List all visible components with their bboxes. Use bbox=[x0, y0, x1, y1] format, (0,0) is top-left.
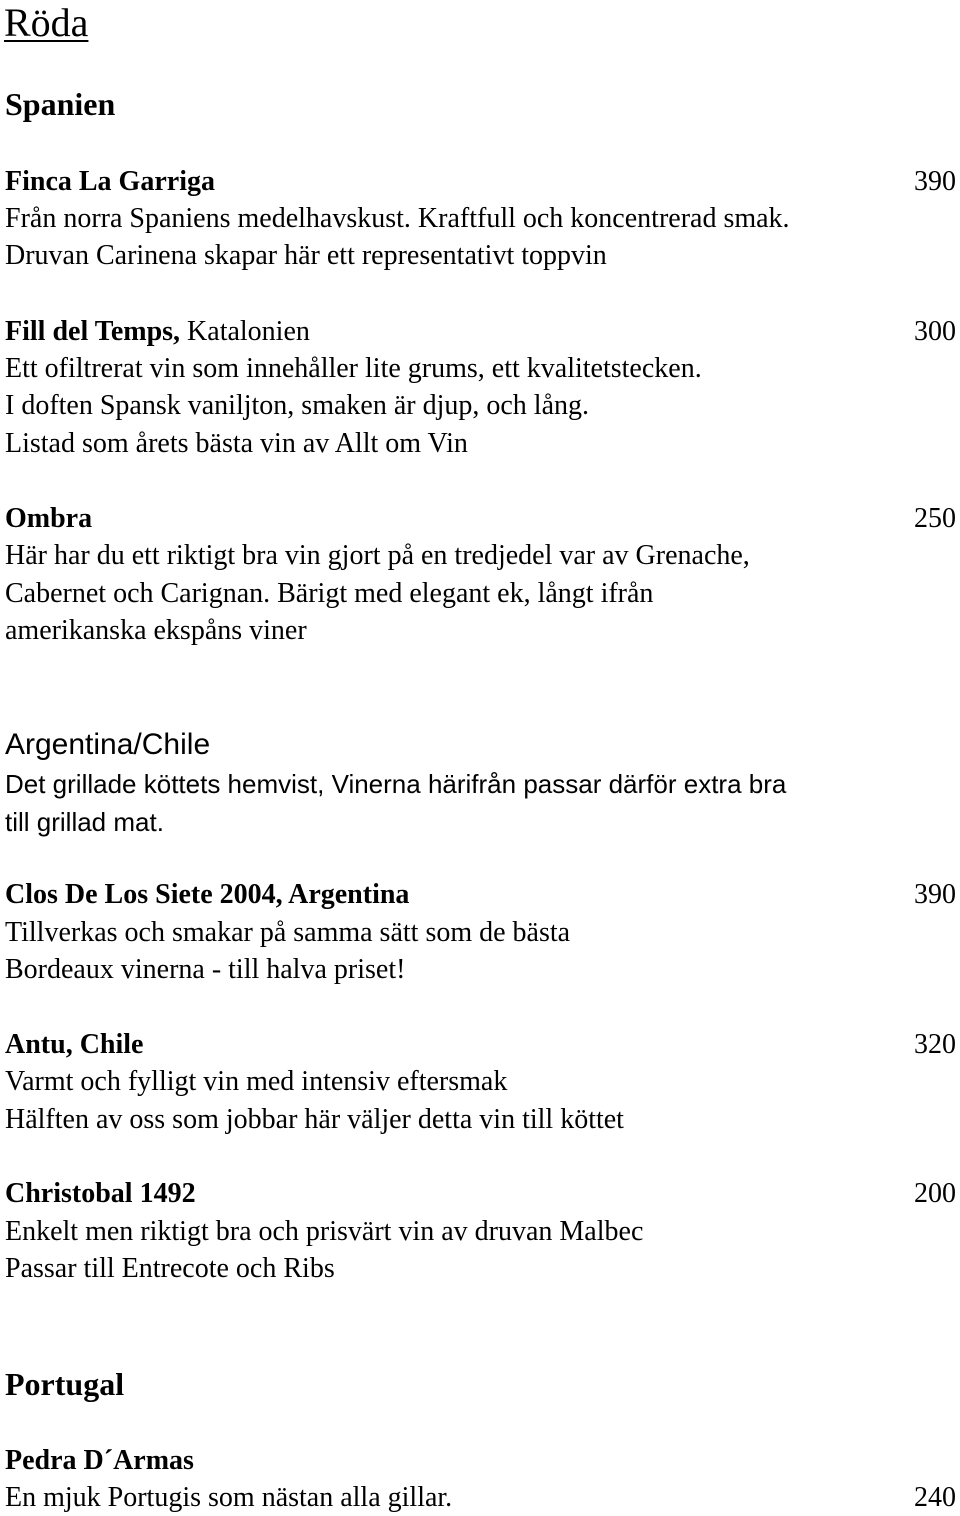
wine-price: 250 bbox=[914, 503, 956, 534]
wine-region: Katalonien bbox=[180, 316, 310, 347]
wine-name: Pedra D´Armas bbox=[5, 1445, 194, 1476]
wine-name: Ombra bbox=[5, 503, 93, 534]
wine-name: Clos De Los Siete 2004, Argentina bbox=[5, 879, 410, 910]
wine-price: 320 bbox=[914, 1029, 956, 1060]
wine-description-line: amerikanska ekspåns viner bbox=[5, 615, 307, 646]
wine-description-line: Druvan Carinena skapar här ett representativt toppvin bbox=[5, 240, 607, 271]
page-title: Röda bbox=[4, 0, 89, 45]
wine-price: 300 bbox=[914, 316, 956, 347]
wine-description-line: Listad som årets bästa vin av Allt om Vin bbox=[5, 428, 468, 459]
section-heading-argentina-chile: Argentina/Chile bbox=[5, 728, 211, 761]
wine-description-line: I doften Spansk vaniljton, smaken är djup, och lång. bbox=[5, 390, 589, 421]
wine-price: 390 bbox=[914, 879, 956, 910]
wine-name-row bbox=[5, 316, 310, 348]
wine-description-line: En mjuk Portugis som nästan alla gillar. bbox=[5, 1482, 453, 1513]
wine-description-line: Enkelt men riktigt bra och prisvärt vin av druvan Malbec bbox=[5, 1216, 644, 1247]
section-heading-portugal: Portugal bbox=[5, 1366, 125, 1402]
wine-description-line: Cabernet och Carignan. Bärigt med elegant ek, långt ifrån bbox=[5, 578, 654, 609]
wine-description-line: Bordeaux vinerna - till halva priset! bbox=[5, 954, 406, 985]
wine-description-line: Tillverkas och smakar på samma sätt som de bästa bbox=[5, 917, 571, 948]
wine-description-line: Här har du ett riktigt bra vin gjort på en tredjedel var av Grenache, bbox=[5, 540, 750, 571]
wine-price: 390 bbox=[914, 166, 956, 197]
wine-description-line: Från norra Spaniens medelhavskust. Kraftfull och koncentrerad smak. bbox=[5, 203, 790, 234]
wine-description-line: Varmt och fylligt vin med intensiv eftersmak bbox=[5, 1066, 508, 1097]
wine-name: Fill del Temps, bbox=[5, 316, 181, 347]
wine-description-line: Ett ofiltrerat vin som innehåller lite grums, ett kvalitetstecken. bbox=[5, 353, 702, 384]
wine-name: Antu, Chile bbox=[5, 1029, 144, 1060]
wine-description-line: Passar till Entrecote och Ribs bbox=[5, 1253, 335, 1284]
wine-price: 240 bbox=[914, 1482, 956, 1513]
section-heading-spanien: Spanien bbox=[5, 86, 116, 122]
section-intro-line: Det grillade köttets hemvist, Vinerna härifrån passar därför extra bra bbox=[5, 769, 787, 799]
wine-name: Christobal 1492 bbox=[5, 1178, 196, 1209]
wine-price: 200 bbox=[914, 1178, 956, 1209]
wine-description-line: Hälften av oss som jobbar här väljer detta vin till köttet bbox=[5, 1104, 624, 1135]
section-intro-line: till grillad mat. bbox=[5, 807, 164, 837]
wine-name: Finca La Garriga bbox=[5, 166, 215, 197]
